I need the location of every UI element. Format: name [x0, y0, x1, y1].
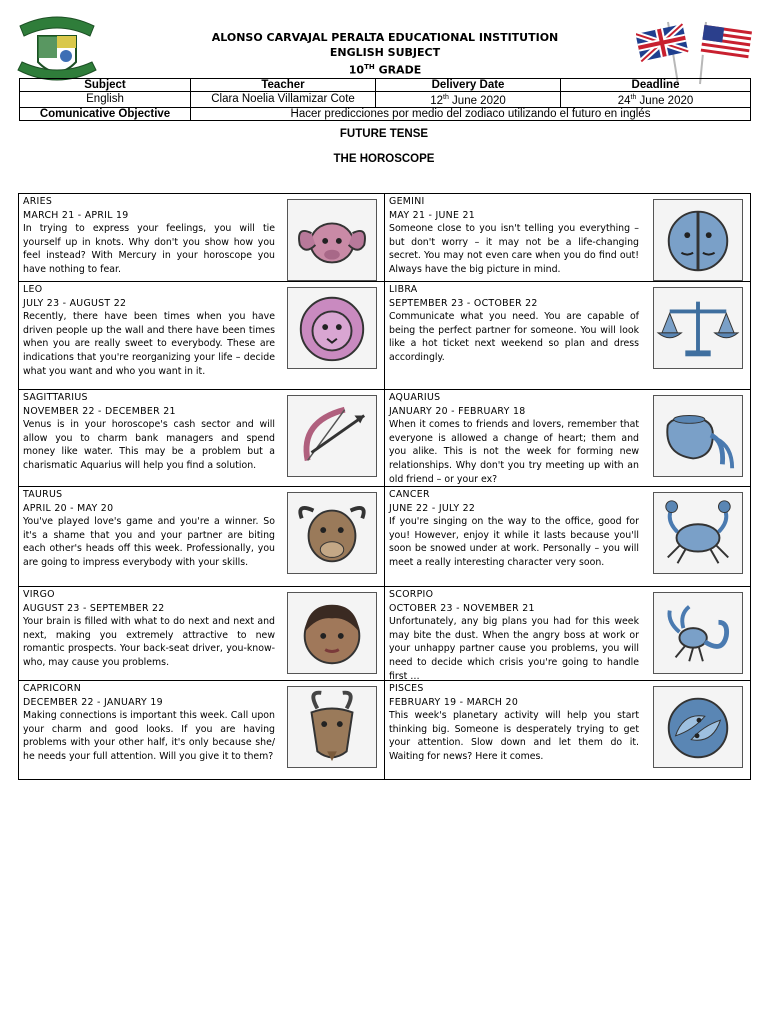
school-crest-logo: [16, 12, 98, 86]
sign-name: CANCER: [389, 489, 430, 500]
sign-prediction: Your brain is filled with what to do next and next and next, making you extremely attractive to new romantic prospects. Your back-seat driver, you-know-who, may cause you problems.: [23, 616, 275, 668]
sign-text-block: [23, 391, 275, 473]
course-info-table: [19, 78, 751, 121]
sign-prediction: When it comes to friends and lovers, remember that everyone is allowed a change of heart; them and you alike. This is not the week for forming new relationships. Why don't you try meeting up with an old friend – or your ex?: [389, 419, 639, 485]
sign-text-block: [389, 391, 639, 486]
horoscope-cell-capricorn: [19, 681, 385, 780]
horoscope-cell-gemini: [385, 194, 751, 282]
sign-prediction: This week's planetary activity will help you start thinking big. Someone is desperately trying to get your attention. Slow down and let them do it. Waiting for news? Here it comes.: [389, 710, 639, 762]
sign-text-block: [389, 195, 639, 277]
sign-dates: AUGUST 23 - SEPTEMBER 22: [23, 602, 165, 614]
sign-prediction: Making connections is important this week. Call upon your charm and good looks. If you are having problems with your other half, it's only because she/ he needs your full attention. Will you give it to them?: [23, 710, 275, 762]
teacher-value: Clara Noelia Villamizar Cote: [191, 92, 376, 108]
sign-text-block: [389, 488, 639, 570]
water-jug-icon: [653, 395, 743, 477]
sign-dates: APRIL 20 - MAY 20: [23, 502, 114, 514]
sign-prediction: Venus is in your horoscope's cash sector and will allow you to charm bank managers and spend money like water. This may be a problem but a charismatic Aquarius will help you find a solution.: [23, 419, 275, 471]
goat-icon: [287, 686, 377, 768]
objective-value: Hacer predicciones por medio del zodiaco utilizando el futuro en inglés: [191, 107, 751, 120]
sign-dates: SEPTEMBER 23 - OCTOBER 22: [389, 297, 538, 309]
sign-name: PISCES: [389, 683, 424, 694]
delivery-date-value: 12th June 2020: [376, 92, 561, 108]
worksheet-subtitle: THE HOROSCOPE: [333, 153, 435, 165]
info-header-row: [20, 79, 751, 92]
horoscope-cell-cancer: [385, 487, 751, 587]
institution-name: ALONSO CARVAJAL PERALTA EDUCATIONAL INSTITUTION: [211, 31, 559, 44]
grade-heading: 10TH GRADE: [348, 63, 422, 77]
fish-icon: [653, 686, 743, 768]
sign-name: AQUARIUS: [389, 392, 441, 403]
bull-icon: [287, 492, 377, 574]
worksheet-title: FUTURE TENSE: [339, 128, 429, 140]
sign-name: ARIES: [23, 196, 53, 207]
sign-name: SCORPIO: [389, 589, 434, 600]
sign-dates: OCTOBER 23 - NOVEMBER 21: [389, 602, 535, 614]
objective-label: Comunicative Objective: [20, 107, 191, 120]
sign-name: GEMINI: [389, 196, 425, 207]
ram-icon: [287, 199, 377, 281]
sign-name: VIRGO: [23, 589, 55, 600]
document-title-block: [140, 30, 630, 78]
horoscope-cell-pisces: [385, 681, 751, 780]
sign-text-block: [389, 682, 639, 764]
horoscope-cell-libra: [385, 282, 751, 390]
sign-dates: DECEMBER 22 - JANUARY 19: [23, 696, 163, 708]
sign-prediction: Unfortunately, any big plans you had for this week may bite the dust. When the angry boss at work or your unhappy partner cause you problems, you will need to decide which crisis you're going to handle first …: [389, 616, 639, 682]
lion-icon: [287, 287, 377, 369]
document-header: [0, 0, 768, 80]
sign-dates: MARCH 21 - APRIL 19: [23, 209, 129, 221]
sign-prediction: In trying to express your feelings, you will tie yourself up in knots. Why don't you show how you feel instead? With Mercury in your horoscope you have nothing to fear.: [23, 223, 275, 275]
teacher-label: Teacher: [191, 79, 376, 92]
sign-prediction: You've played love's game and you're a winner. So it's a shame that you and your partner are biting each other's heads off this week. Professionally, you are going to impress everybody with your skills.: [23, 516, 275, 568]
sign-text-block: [23, 682, 275, 764]
maiden-face-icon: [287, 592, 377, 674]
horoscope-cell-virgo: [19, 587, 385, 681]
sign-text-block: [23, 283, 275, 378]
horoscope-cell-scorpio: [385, 587, 751, 681]
horoscope-cell-aquarius: [385, 390, 751, 487]
sign-prediction: If you're singing on the way to the office, good for you! However, enjoy it while it lasts because you'll soon be snowed under at work. Personally – you will meet a really interesting character very soon.: [389, 516, 639, 568]
sign-dates: JULY 23 - AUGUST 22: [23, 297, 127, 309]
horoscope-cell-leo: [19, 282, 385, 390]
sign-dates: MAY 21 - JUNE 21: [389, 209, 476, 221]
horoscope-grid: [18, 193, 751, 780]
objective-row: [20, 107, 751, 120]
subject-label: Subject: [20, 79, 191, 92]
sign-text-block: [23, 488, 275, 570]
sign-dates: JUNE 22 - JULY 22: [389, 502, 476, 514]
sign-dates: JANUARY 20 - FEBRUARY 18: [389, 405, 526, 417]
sign-prediction: Recently, there have been times when you have driven people up the wall and there have been times when you are really sweet to everybody. These are indications that you're reorganizing your life – decide what you want and who you want in it.: [23, 311, 275, 377]
scales-icon: [653, 287, 743, 369]
sign-name: LIBRA: [389, 284, 418, 295]
bow-arrow-icon: [287, 395, 377, 477]
subject-heading: ENGLISH SUBJECT: [329, 46, 441, 59]
sign-prediction: Someone close to you isn't telling you everything – but don't worry – it may not be a life-changing secret. You may not even care when you do find out! Always have the big picture in mind.: [389, 223, 639, 275]
sign-name: CAPRICORN: [23, 683, 82, 694]
sign-name: SAGITTARIUS: [23, 392, 88, 403]
horoscope-cell-sagittarius: [19, 390, 385, 487]
sign-prediction: Communicate what you need. You are capable of being the perfect partner for someone. You will look like a hot ticket next weekend so plan and dress accordingly.: [389, 311, 639, 363]
sign-dates: FEBRUARY 19 - MARCH 20: [389, 696, 519, 708]
info-value-row: [20, 92, 751, 108]
sign-name: LEO: [23, 284, 43, 295]
sign-name: TAURUS: [23, 489, 63, 500]
horoscope-cell-aries: [19, 194, 385, 282]
scorpion-icon: [653, 592, 743, 674]
delivery-date-label: Delivery Date: [376, 79, 561, 92]
sign-text-block: [389, 283, 639, 365]
deadline-label: Deadline: [561, 79, 751, 92]
horoscope-cell-taurus: [19, 487, 385, 587]
sign-text-block: [23, 588, 275, 670]
sign-text-block: [23, 195, 275, 277]
sign-dates: NOVEMBER 22 - DECEMBER 21: [23, 405, 176, 417]
deadline-value: 24th June 2020: [561, 92, 751, 108]
crab-icon: [653, 492, 743, 574]
subject-value: English: [20, 92, 191, 108]
twins-icon: [653, 199, 743, 281]
sign-text-block: [389, 588, 639, 683]
